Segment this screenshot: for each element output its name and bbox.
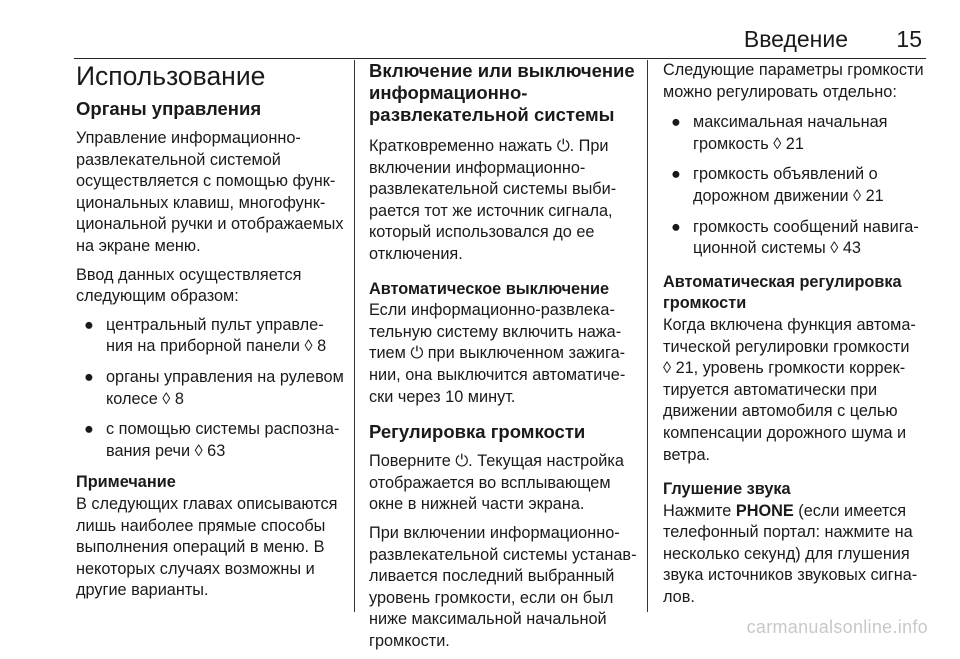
- mute-title: Глушение звука: [663, 480, 791, 499]
- text-line: органы управления на рулевом: [106, 367, 344, 386]
- text-line: громкость ◊ 21: [693, 134, 804, 153]
- text-line: на экране меню.: [76, 236, 201, 255]
- text-line: Включение или выключение: [369, 60, 635, 81]
- text-line: циональных клавиш, многофунк-: [76, 193, 326, 212]
- text-line: отключения.: [369, 244, 463, 263]
- heading-volume: Регулировка громкости: [369, 421, 586, 443]
- text-line: ционной системы ◊ 43: [693, 239, 861, 258]
- text-line: тической регулировки громкости: [663, 337, 910, 356]
- bullet-icon: ●: [671, 217, 681, 236]
- text-line: Ввод данных осуществляется: [76, 265, 302, 284]
- text-line: осуществляется с помощью функ-: [76, 172, 336, 191]
- text-line: развлекательной системы: [369, 104, 615, 125]
- heading-power: [369, 60, 641, 126]
- text-line: ниже максимальной начальной: [369, 610, 607, 629]
- section-title: Введение: [743, 26, 848, 52]
- text-line: отображается во всплывающем: [369, 473, 611, 492]
- text-line: циональной ручки и отображаемых: [76, 215, 344, 234]
- text-line: лов.: [663, 588, 695, 607]
- text-line: Кратковременно нажать ⏻. При: [369, 137, 609, 155]
- text-line: тельную систему включить нажа-: [369, 322, 622, 341]
- column-1: [76, 60, 346, 609]
- heading-usage: Использование: [76, 61, 266, 91]
- text-line: Управление информационно-: [76, 129, 301, 147]
- text-line: информационно-: [369, 82, 528, 103]
- phone-key-label: PHONE: [735, 501, 794, 520]
- mute-text: [663, 501, 933, 609]
- text-line: Автоматическая регулировка: [663, 272, 902, 291]
- text-line: окне в нижней части экрана.: [369, 495, 585, 514]
- text-line: громкость объявлений о: [693, 165, 878, 184]
- page-number: 15: [896, 26, 922, 52]
- text-span: (если имеется: [793, 501, 907, 520]
- column-divider: [354, 60, 355, 612]
- paragraph-controls: [76, 128, 346, 258]
- watermark: carmanualsonline.info: [746, 617, 928, 637]
- text-line: ◊ 21, уровень громкости коррек-: [663, 359, 906, 378]
- text-line: При включении информационно-: [369, 523, 620, 542]
- bullet-list: [663, 112, 933, 260]
- auto-volume-title: [663, 272, 933, 315]
- list-item: [663, 112, 933, 155]
- text-span: Нажмите: [663, 501, 736, 520]
- list-item: [663, 164, 933, 207]
- text-line: максимальная начальная: [693, 113, 888, 132]
- text-line: громкости: [663, 294, 747, 313]
- text-line: нии, она выключится автоматиче-: [369, 365, 626, 384]
- text-line: некоторых случаях возможны и: [76, 559, 315, 578]
- text-line: с помощью системы распозна-: [106, 420, 340, 439]
- text-line: громкости.: [369, 631, 450, 650]
- auto-off-title: Автоматическое выключение: [369, 279, 610, 298]
- text-line: Если информационно-развлека-: [369, 301, 615, 320]
- text-line: уровень громкости, если он был: [369, 588, 614, 607]
- subheading-controls: Органы управления: [76, 98, 262, 119]
- text-line: звука источников звуковых сигна-: [663, 566, 918, 585]
- bullet-icon: ●: [84, 367, 94, 386]
- bullet-icon: ●: [671, 165, 681, 184]
- text-line: развлекательной системы выби-: [369, 180, 617, 199]
- list-item: [76, 367, 346, 410]
- text-line: выполнения операций в меню. В: [76, 538, 325, 557]
- bullet-icon: ●: [671, 113, 681, 132]
- volume-text-1: [369, 451, 641, 516]
- text-line: ски через 10 минут.: [369, 387, 516, 406]
- bullet-list: [76, 315, 346, 463]
- text-line: компенсации дорожного шума и: [663, 423, 907, 442]
- auto-volume-text: [663, 315, 933, 466]
- note-title: Примечание: [76, 473, 176, 492]
- text-line: другие варианты.: [76, 581, 209, 600]
- text-line: движении автомобиля с целью: [663, 402, 898, 421]
- text-line: ливается последний выбранный: [369, 567, 615, 586]
- auto-off-text: [369, 300, 641, 408]
- text-line: развлекательной системы устанав-: [369, 545, 637, 564]
- text-line: [663, 501, 933, 523]
- bullet-icon: ●: [84, 315, 94, 334]
- header-rule: [74, 58, 926, 59]
- list-item: [663, 217, 933, 260]
- text-line: рается тот же источник сигнала,: [369, 201, 613, 220]
- text-line: Когда включена функция автома-: [663, 315, 916, 334]
- paragraph-input: [76, 265, 346, 308]
- list-item: [76, 419, 346, 462]
- text-line: тием ⏻ при выключенном зажига-: [369, 344, 626, 363]
- text-line: лишь наиболее прямые способы: [76, 516, 326, 535]
- text-line: развлекательной системой: [76, 150, 281, 169]
- column-2: [369, 60, 641, 659]
- text-line: тируется автоматически при: [663, 380, 878, 399]
- text-line: Следующие параметры громкости: [663, 61, 924, 79]
- column-divider: [647, 60, 648, 612]
- column-3: [663, 60, 933, 609]
- text-line: ветра.: [663, 445, 711, 464]
- bullet-icon: ●: [84, 420, 94, 439]
- text-line: центральный пульт управле-: [106, 315, 324, 334]
- text-line: вания речи ◊ 63: [106, 441, 226, 460]
- text-line: колесе ◊ 8: [106, 389, 184, 408]
- text-line: телефонный портал: нажмите на: [663, 523, 913, 542]
- text-line: включении информационно-: [369, 158, 586, 177]
- text-line: который использовался до ее: [369, 223, 595, 242]
- volume-intro: [663, 60, 933, 103]
- note-text: [76, 494, 346, 602]
- text-line: громкость сообщений навига-: [693, 217, 919, 236]
- text-line: В следующих главах описываются: [76, 494, 338, 513]
- text-line: несколько секунд) для глушения: [663, 544, 910, 563]
- list-item: [76, 315, 346, 358]
- text-line: следующим образом:: [76, 287, 239, 306]
- paragraph-power: [369, 136, 641, 266]
- text-line: Поверните ⏻. Текущая настройка: [369, 452, 624, 471]
- page-header: [0, 22, 960, 62]
- text-line: дорожном движении ◊ 21: [693, 186, 884, 205]
- volume-text-2: [369, 523, 641, 653]
- text-line: ния на приборной панели ◊ 8: [106, 337, 327, 356]
- text-line: можно регулировать отдельно:: [663, 82, 897, 101]
